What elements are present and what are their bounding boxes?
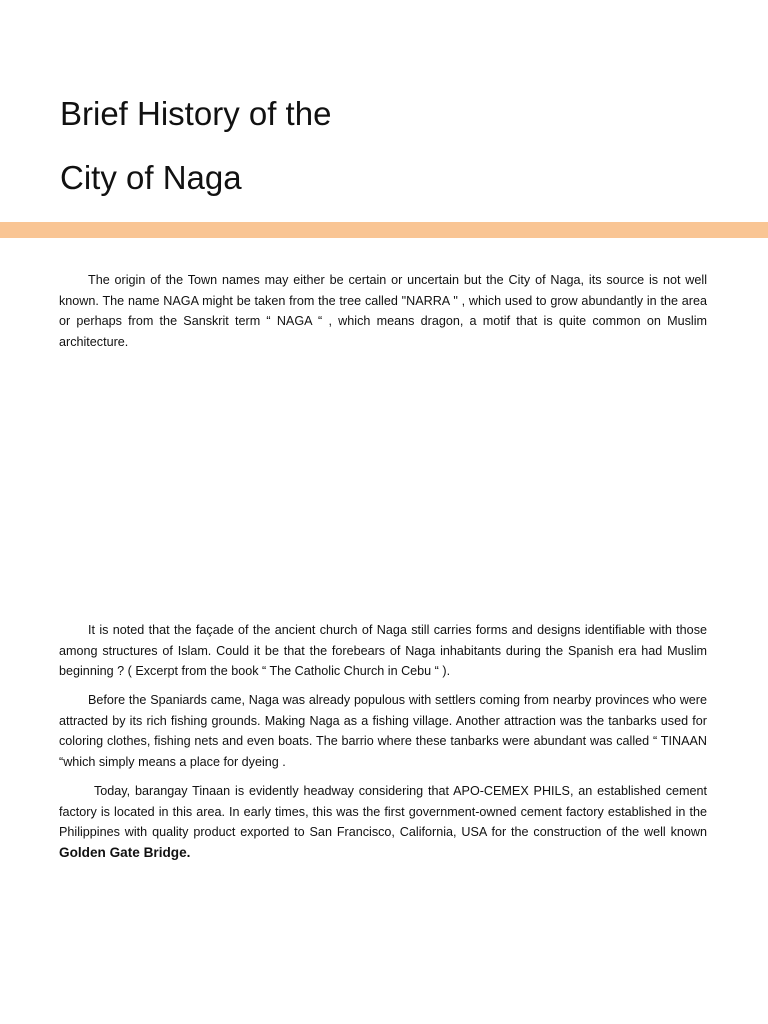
paragraph-tinaan-today: [59, 781, 707, 863]
paragraph-spaniards: Before the Spaniards came, Naga was already populous with settlers coming from nearby provinces who were attracted by its rich fishing grounds. Making Naga as a fishing village. Another attraction was the tanbarks used for coloring clothes, fishing nets and even boats. The barrio where these tanbarks were abundant was called “ TINAAN “which simply means a place for dyeing .: [59, 693, 707, 769]
paragraph-tinaan-text: Today, barangay Tinaan is evidently headway considering that APO-CEMEX PHILS, an established cement factory is located in this area. In early times, this was the first government-owned cement factory established in the Philippines with quality product exported to San Francisco, California, USA for the construction of the well known: [59, 784, 707, 840]
title-line-2: City of Naga: [60, 159, 242, 196]
accent-divider-band: [0, 222, 768, 238]
title-line-1: Brief History of the: [60, 95, 332, 132]
golden-gate-bridge-emphasis: Golden Gate Bridge.: [59, 844, 191, 860]
paragraph-church-facade: It is noted that the façade of the ancient church of Naga still carries forms and designs identifiable with those among structures of Islam. Could it be that the forebears of Naga inhabitants during the Spanish era had Muslim beginning ? ( Excerpt from the book “ The Catholic Church in Cebu “ ).: [59, 623, 707, 679]
document-title: [60, 82, 331, 210]
paragraph-origin: The origin of the Town names may either be certain or uncertain but the City of Naga, its source is not well known. The name NAGA might be taken from the tree called "NARRA " , which used to grow abundantly in the area or perhaps from the Sanskrit term “ NAGA “ , which means dragon, a motif that is quite common on Muslim architecture.: [59, 273, 707, 349]
